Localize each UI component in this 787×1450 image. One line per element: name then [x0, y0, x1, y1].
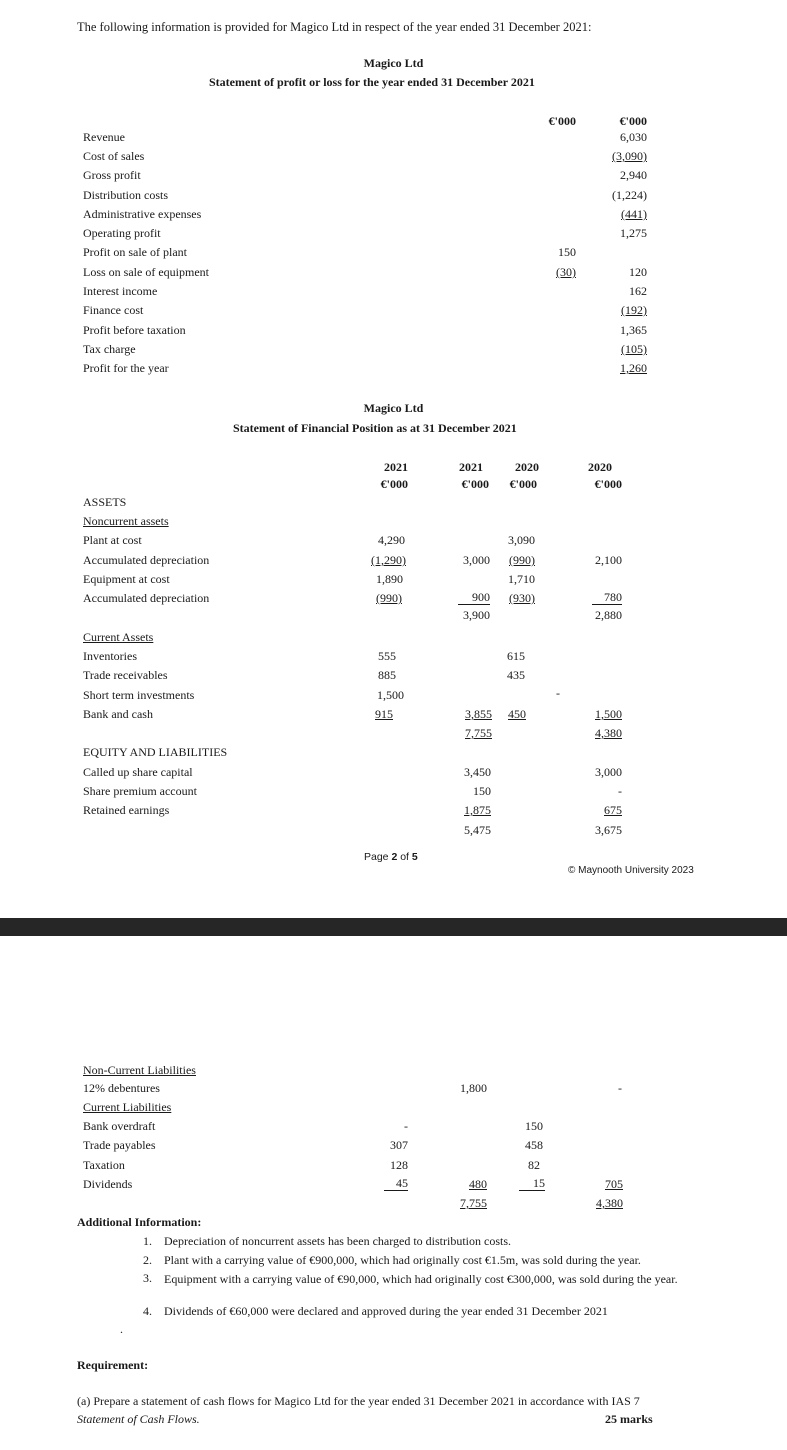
dividends-2020: 15 — [519, 1177, 545, 1191]
marks: 25 marks — [605, 1412, 653, 1426]
equity-total-2021: 5,475 — [464, 823, 491, 837]
sfp-c1-unit: €'000 — [380, 477, 408, 491]
info-item-1-num: 1. — [143, 1234, 152, 1248]
equip-dep-label: Accumulated depreciation — [83, 591, 210, 605]
plant-cost-2020: 3,090 — [508, 533, 535, 547]
retained-2020: 675 — [604, 803, 622, 817]
taxation-2021: 128 — [390, 1158, 408, 1172]
pl-row-col2: 1,365 — [620, 323, 647, 337]
sfp-c2-year: 2021 — [459, 460, 483, 474]
debentures-2020: - — [618, 1081, 622, 1095]
nca-total-2020: 2,880 — [595, 608, 622, 622]
info-item-2-text: Plant with a carrying value of €900,000, which had originally cost €1.5m, was sold during the year. — [164, 1253, 641, 1267]
pl-row-col2: (441) — [621, 207, 647, 221]
stray-dot: . — [120, 1322, 123, 1336]
share-premium-2021: 150 — [473, 784, 491, 798]
pl-row-col2: 2,940 — [620, 168, 647, 182]
pl-row-col1: (30) — [556, 265, 576, 279]
pl-row-col2: (3,090) — [612, 149, 647, 163]
pl-row-label: Finance cost — [83, 303, 144, 317]
pl-col2-header: €'000 — [619, 114, 647, 128]
plant-dep-2020: (990) — [509, 553, 535, 567]
equip-dep-2020: (930) — [509, 591, 535, 605]
equip-cost-2020: 1,710 — [508, 572, 535, 586]
info-item-2-num: 2. — [143, 1253, 152, 1267]
equity-total-2020: 3,675 — [595, 823, 622, 837]
requirement-heading: Requirement: — [77, 1358, 149, 1372]
payables-2021: 307 — [390, 1138, 408, 1152]
bank-2021: 915 — [375, 707, 393, 721]
pl-row-col2: (192) — [621, 303, 647, 317]
pl-row-col2: (105) — [621, 342, 647, 356]
overdraft-2020: 150 — [525, 1119, 543, 1133]
investments-2020: - — [556, 686, 560, 700]
plant-dep-label: Accumulated depreciation — [83, 553, 210, 567]
receivables-2021: 885 — [378, 668, 396, 682]
additional-heading: Additional Information: — [77, 1215, 202, 1229]
pl-row-col2: 120 — [629, 265, 647, 279]
receivables-label: Trade receivables — [83, 668, 168, 682]
pl-row-label: Revenue — [83, 130, 125, 144]
ca-total-2021: 3,855 — [465, 707, 492, 721]
investments-label: Short term investments — [83, 688, 195, 702]
inventories-2021: 555 — [378, 649, 396, 663]
bank-2020: 450 — [508, 707, 526, 721]
bank-label: Bank and cash — [83, 707, 153, 721]
debentures-label: 12% debentures — [83, 1081, 160, 1095]
inventories-2020: 615 — [507, 649, 525, 663]
equip-cost-label: Equipment at cost — [83, 572, 170, 586]
debentures-2021: 1,800 — [460, 1081, 487, 1095]
total-assets-2021: 7,755 — [465, 726, 492, 740]
equip-dep-2021: (990) — [376, 591, 402, 605]
liab-total-2020: 4,380 — [596, 1196, 623, 1210]
info-item-4-num: 4. — [143, 1304, 152, 1318]
taxation-label: Taxation — [83, 1158, 125, 1172]
pl-row-label: Interest income — [83, 284, 158, 298]
pl-row-label: Distribution costs — [83, 188, 169, 202]
equip-cost-2021: 1,890 — [376, 572, 403, 586]
investments-2021: 1,500 — [377, 688, 404, 702]
pl-row-label: Tax charge — [83, 342, 136, 356]
ca-total-2020: 1,500 — [595, 707, 622, 721]
share-capital-2021: 3,450 — [464, 765, 491, 779]
info-item-3-num: 3. — [143, 1271, 152, 1285]
overdraft-label: Bank overdraft — [83, 1119, 156, 1133]
cl-total-2021: 480 — [469, 1177, 487, 1191]
sfp-c2-unit: €'000 — [461, 477, 489, 491]
pl-row-col1: 150 — [558, 245, 576, 259]
dividends-label: Dividends — [83, 1177, 133, 1191]
requirement-a: (a) Prepare a statement of cash flows for Magico Ltd for the year ended 31 December 2021 in accordance with IAS 7 — [77, 1394, 640, 1408]
pl-row-col2: 1,260 — [620, 361, 647, 375]
payables-2020: 458 — [525, 1138, 543, 1152]
pl-row-col2: 6,030 — [620, 130, 647, 144]
plant-cost-label: Plant at cost — [83, 533, 142, 547]
info-item-4-text: Dividends of €60,000 were declared and approved during the year ended 31 December 2021 — [164, 1304, 608, 1318]
pl-row-col2: 162 — [629, 284, 647, 298]
copyright: © Maynooth University 2023 — [568, 865, 694, 876]
nca-total-2021: 3,900 — [463, 608, 490, 622]
retained-2021: 1,875 — [464, 803, 491, 817]
cl-total-2020: 705 — [605, 1177, 623, 1191]
pl-row-col2: (1,224) — [612, 188, 647, 202]
pl-row-col2: 1,275 — [620, 226, 647, 240]
requirement-a-italic: Statement of Cash Flows. — [77, 1412, 200, 1426]
dividends-2021: 45 — [384, 1177, 408, 1191]
retained-label: Retained earnings — [83, 803, 170, 817]
pl-row-label: Operating profit — [83, 226, 161, 240]
payables-label: Trade payables — [83, 1138, 156, 1152]
pl-col1-header: €'000 — [548, 114, 576, 128]
plant-nbv-2020: 2,100 — [595, 553, 622, 567]
sfp-c4-unit: €'000 — [594, 477, 622, 491]
share-premium-2020: - — [618, 784, 622, 798]
pl-row-label: Profit for the year — [83, 361, 169, 375]
pl-company: Magico Ltd — [363, 56, 424, 70]
pl-row-label: Profit before taxation — [83, 323, 186, 337]
pl-title: Statement of profit or loss for the year ended 31 December 2021 — [209, 75, 535, 89]
overdraft-2021: - — [404, 1119, 408, 1133]
equity-heading: EQUITY AND LIABILITIES — [83, 745, 228, 759]
equip-nbv-2020: 780 — [592, 591, 622, 605]
share-premium-label: Share premium account — [83, 784, 197, 798]
pl-row-label: Profit on sale of plant — [83, 245, 187, 259]
sfp-c3-unit: €'000 — [509, 477, 537, 491]
plant-nbv-2021: 3,000 — [463, 553, 490, 567]
liab-total-2021: 7,755 — [460, 1196, 487, 1210]
sfp-title: Statement of Financial Position as at 31 December 2021 — [233, 421, 517, 435]
pl-row-label: Cost of sales — [83, 149, 145, 163]
assets-heading: ASSETS — [83, 495, 127, 509]
receivables-2020: 435 — [507, 668, 525, 682]
page-number: Page 2 of 5 — [364, 851, 418, 863]
cl-heading: Current Liabilities — [83, 1100, 172, 1114]
info-item-3-text: Equipment with a carrying value of €90,000, which had originally cost €300,000, was sold during the year. — [164, 1272, 678, 1286]
taxation-2020: 82 — [528, 1158, 540, 1172]
ncl-heading: Non-Current Liabilities — [83, 1063, 196, 1077]
pl-row-label: Loss on sale of equipment — [83, 265, 209, 279]
inventories-label: Inventories — [83, 649, 137, 663]
plant-dep-2021: (1,290) — [371, 553, 406, 567]
sfp-c3-year: 2020 — [515, 460, 539, 474]
total-assets-2020: 4,380 — [595, 726, 622, 740]
info-item-1-text: Depreciation of noncurrent assets has been charged to distribution costs. — [164, 1234, 512, 1248]
equip-nbv-2021: 900 — [458, 591, 490, 605]
plant-cost-2021: 4,290 — [378, 533, 405, 547]
share-capital-label: Called up share capital — [83, 765, 193, 779]
intro-text: The following information is provided for Magico Ltd in respect of the year ended 31 December 2021: — [77, 20, 592, 34]
sfp-c1-year: 2021 — [384, 460, 408, 474]
pl-row-label: Gross profit — [83, 168, 141, 182]
sfp-c4-year: 2020 — [588, 460, 612, 474]
sfp-company: Magico Ltd — [363, 401, 424, 415]
current-assets-heading: Current Assets — [83, 630, 154, 644]
pl-row-label: Administrative expenses — [83, 207, 202, 221]
share-capital-2020: 3,000 — [595, 765, 622, 779]
page-separator — [0, 918, 787, 936]
noncurrent-heading: Noncurrent assets — [83, 514, 169, 528]
